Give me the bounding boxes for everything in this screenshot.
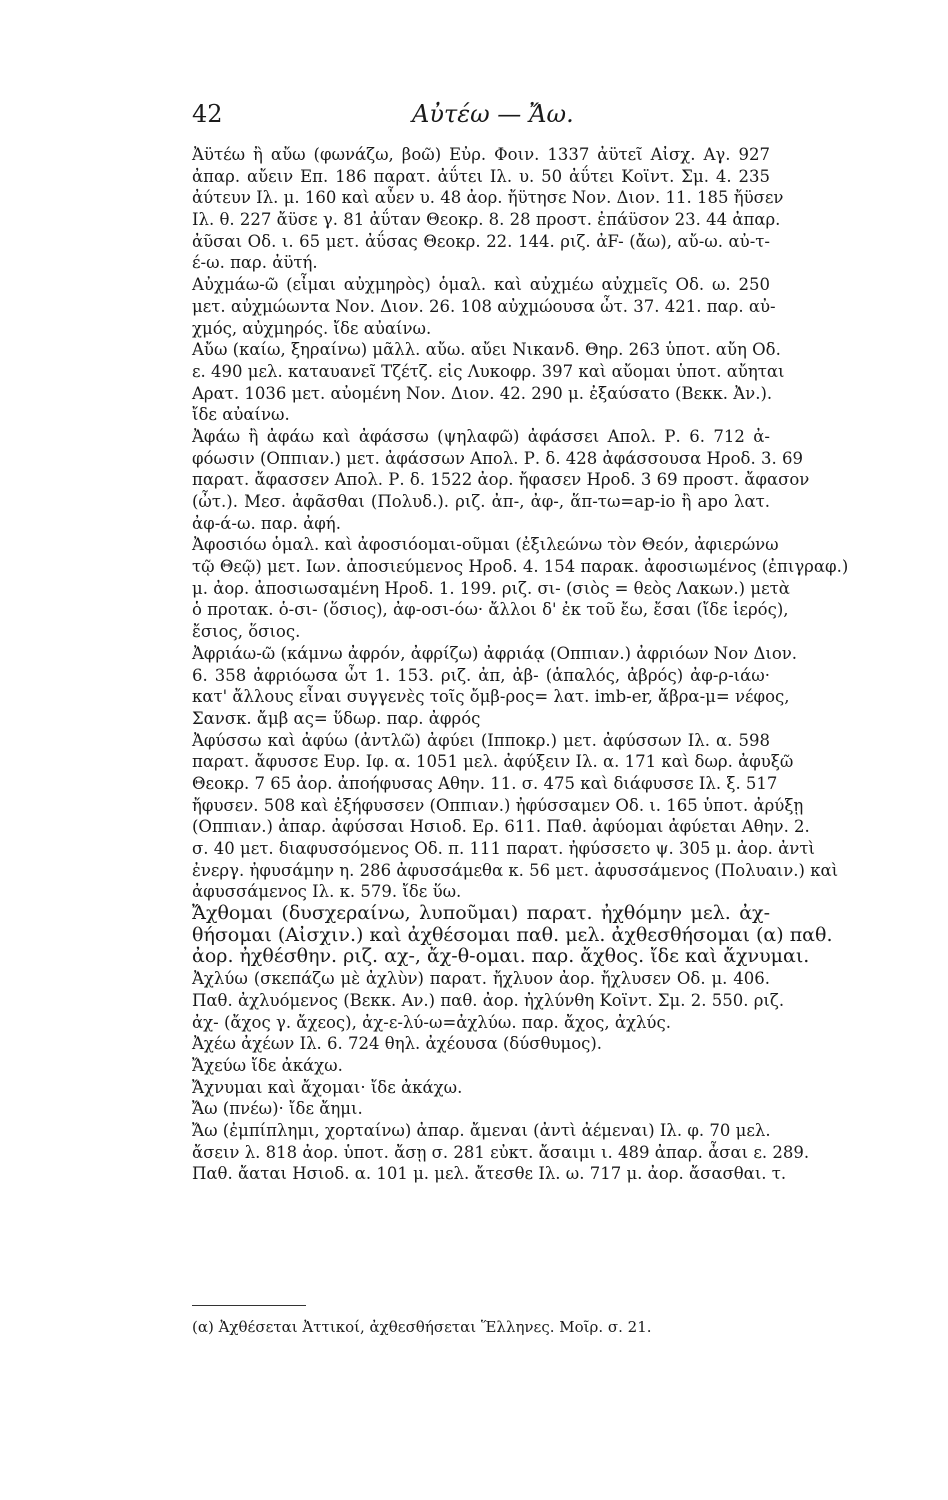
text-line: Ἄχεύω ἴδε ἀκάχω. <box>192 1055 343 1075</box>
text-line: θήσομαι (Αἰσχιν.) καὶ ἀχθέσομαι παθ. μελ. ἀχθεσθήσομαι (α) παθ. <box>192 923 833 946</box>
footnote: (α) Ἀχθέσεται Ἀττικοί, ἀχθεσθήσεται Ἕλληνες. Μοῖρ. σ. 21. <box>192 1318 652 1336</box>
page-header <box>192 100 752 140</box>
page-number: 42 <box>192 100 223 128</box>
text-line: ἀύτευν Ιλ. μ. 160 καὶ αὖεν υ. 48 ἀορ. ἤϋτησε Νον. Διον. 11. 185 ἤϋσεν <box>192 188 784 208</box>
text-line: έ-ω. παρ. ἀϋτή. <box>192 253 318 273</box>
text-line: Ἀφριάω-ῶ (κάμνω ἀφρόν, ἀφρίζω) ἀφριάᾳ (Οππιαν.) ἀφριόων Νον Διον. <box>192 643 798 663</box>
text-line: ἤφυσεν. 508 καὶ ἐξήφυσσεν (Οππιαν.) ἠφύσσαμεν Οδ. ι. 165 ὑποτ. ἀρύξῃ <box>192 795 804 815</box>
text-line: ἀπαρ. αὔειν Επ. 186 παρατ. ἀΰτει Ιλ. υ. 50 ἀΰτει Κοϊντ. Σμ. 4. 235 <box>192 166 770 186</box>
text-line: Ιλ. θ. 227 ἄϋσε γ. 81 ἀΰταν Θεοκρ. 8. 28 προστ. ἐπάϋσον 23. 44 ἀπαρ. <box>192 210 781 230</box>
text-line: ἔσιος, ὅσιος. <box>192 622 301 642</box>
text-line: ἀφυσσάμενος Ιλ. κ. 579. ἴδε ὕω. <box>192 882 462 902</box>
text-line: φόωσιν (Οππιαν.) μετ. ἀφάσσων Απολ. Ρ. δ. 428 ἀφάσσουσα Ηροδ. 3. 69 <box>192 448 803 468</box>
text-line: κατ' ἄλλους εἶναι συγγενὲς τοῖς ὄμβ-ρος= λατ. imb-er, ἄβρα-μ= νέφος, <box>192 687 790 707</box>
text-line: (ὦτ.). Μεσ. ἀφᾶσθαι (Πολυδ.). ριζ. ἀπ-, ἀφ-, ἅπ-τω=ap-io ἢ apo λατ. <box>192 492 770 511</box>
text-line: ἄσειν λ. 818 ἀορ. ὑποτ. ἄσῃ σ. 281 εὐκτ. ἄσαιμι ι. 489 ἀπαρ. ἆσαι ε. 289. <box>192 1142 810 1162</box>
text-line: Αὔω (καίω, ξηραίνω) μᾶλλ. αὔω. αὔει Νικανδ. Θηρ. 263 ὑποτ. αὔη Οδ. <box>192 340 781 360</box>
text-line: Ἀϋτέω ἢ αὔω (φωνάζω, βοῶ) Εὐρ. Φοιν. 1337 ἀϋτεῖ Αἰσχ. Αγ. 927 <box>192 145 770 164</box>
text-line: Ἀφύσσω καὶ ἀφύω (ἀντλῶ) ἀφύει (Ιπποκρ.) μετ. ἀφύσσων Ιλ. α. 598 <box>192 730 770 750</box>
text-line: σ. 40 μετ. διαφυσσόμενος Οδ. π. 111 παρατ. ἠφύσσετο ψ. 305 μ. ἀορ. ἀντὶ <box>192 839 815 858</box>
text-line: Ἀχέω ἀχέων Ιλ. 6. 724 θηλ. ἀχέουσα (δύσθυμος). <box>192 1034 603 1054</box>
text-line: τῷ Θεῷ) μετ. Ιων. ἀποσιεύμενος Ηροδ. 4. 154 παρακ. ἀφοσιωμένος (ἐπιγραφ.) <box>192 557 849 577</box>
entries-column <box>192 144 849 1185</box>
text-line: ἴδε αὐαίνω. <box>192 405 290 425</box>
running-head: Αὐτέω — Ἄω. <box>412 100 574 128</box>
text-line: Θεοκρ. 7 65 ἀορ. ἀποήφυσας Αθην. 11. σ. 475 καὶ διάφυσσε Ιλ. ξ. 517 <box>192 773 778 793</box>
text-line: παρατ. ἄφασσεν Απολ. Ρ. δ. 1522 ἀορ. ἤφασεν Ηροδ. 3 69 προστ. ἄφασον <box>192 470 810 490</box>
text-line: Ἄχθομαι (δυσχεραίνω, λυποῦμαι) παρατ. ἠχθόμην μελ. ἀχ- <box>192 902 770 925</box>
text-line: ἐνεργ. ἠφυσάμην η. 286 ἀφυσσάμεθα κ. 56 μετ. ἀφυσσάμενος (Πολυαιν.) καὶ <box>192 860 839 880</box>
text-line: ἀῦσαι Οδ. ι. 65 μετ. ἀΰσας Θεοκρ. 22. 144. ριζ. ἀF- (ἄω), αὔ-ω. αὐ-τ- <box>192 231 770 251</box>
text-line: ἀχ- (ἄχος γ. ἄχεος), ἀχ-ε-λύ-ω=ἀχλύω. παρ. ἄχος, ἀχλύς. <box>192 1012 671 1032</box>
text-line: ε. 490 μελ. καταυανεῖ Τζέτζ. εἰς Λυκοφρ. 397 καὶ αὔομαι ὑποτ. αὔηται <box>192 361 785 381</box>
text-line: παρατ. ἄφυσσε Ευρ. Ιφ. α. 1051 μελ. ἀφύξειν Ιλ. α. 171 καὶ δωρ. ἀφυξῶ <box>192 752 794 772</box>
text-line: μ. ἀορ. ἀποσιωσαμένη Ηροδ. 1. 199. ριζ. σι- (σιὸς = θεὸς Λακων.) μετὰ <box>192 578 790 598</box>
text-line: Σανσκ. ἄμβ ας= ὕδωρ. παρ. ἀφρός <box>192 708 481 728</box>
text-line: ὁ προτακ. ὁ-σι- (ὅσιος), ἀφ-οσι-όω· ἄλλοι δ' ἐκ τοῦ ἔω, ἔσαι (ἴδε ἱερός), <box>192 600 789 620</box>
text-line: ἀφ-ά-ω. παρ. ἀφή. <box>192 513 341 533</box>
text-line: Ἄω (ἐμπίπλημι, χορταίνω) ἀπαρ. ἄμεναι (ἀντὶ ἀέμεναι) Ιλ. φ. 70 μελ. <box>192 1120 771 1140</box>
text-line: Ἄχνυμαι καὶ ἄχομαι· ἴδε ἀκάχω. <box>192 1077 463 1097</box>
text-line: Αρατ. 1036 μετ. αὐομένη Νον. Διον. 42. 290 μ. ἐξαύσατο (Βεκκ. Ἀν.). <box>192 383 773 403</box>
text-line: χμός, αὐχμηρός. ἴδε αὐαίνω. <box>192 318 432 338</box>
text-line: 6. 358 ἀφριόωσα ὦτ 1. 153. ριζ. ἀπ, ἀβ- (ἁπαλός, ἀβρός) ἀφ-ρ-ιάω· <box>192 665 770 685</box>
text-line: Ἀχλύω (σκεπάζω μὲ ἀχλὺν) παρατ. ἤχλυον ἀορ. ἤχλυσεν Οδ. μ. 406. <box>192 969 770 989</box>
text-line: Ἀφάω ἢ ἀφάω καὶ ἀφάσσω (ψηλαφῶ) ἀφάσσει Απολ. Ρ. 6. 712 ἀ- <box>192 426 770 446</box>
text-line: Ἀφοσιόω ὁμαλ. καὶ ἀφοσιόομαι-οῦμαι (ἐξιλεώνω τὸν Θεόν, ἀφιερώνω <box>192 535 779 555</box>
footnote-rule <box>192 1305 306 1306</box>
text-line: Παθ. ἀχλυόμενος (Βεκκ. Αν.) παθ. ἀορ. ἠχλύνθη Κοϊντ. Σμ. 2. 550. ριζ. <box>192 990 785 1010</box>
text-line: Ἄω (πνέω)· ἴδε ἄημι. <box>192 1099 363 1119</box>
text-line: μετ. αὐχμώωντα Νον. Διον. 26. 108 αὐχμώουσα ὦτ. 37. 421. παρ. αὐ- <box>192 296 776 316</box>
text-line: Αὐχμάω-ῶ (εἶμαι αὐχμηρὸς) ὁμαλ. καὶ αὐχμέω αὐχμεῖς Οδ. ω. 250 <box>192 275 770 295</box>
text-line: Παθ. ἄαται Ησιοδ. α. 101 μ. μελ. ἄτεσθε Ιλ. ω. 717 μ. ἀορ. ἄσασθαι. τ. <box>192 1164 787 1184</box>
text-line: ἀορ. ἠχθέσθην. ριζ. αχ-, ἄχ-θ-ομαι. παρ. ἄχθος. ἴδε καὶ ἄχνυμαι. <box>192 945 810 968</box>
text-line: (Οππιαν.) ἀπαρ. ἀφύσσαι Ησιοδ. Ερ. 611. Παθ. ἀφύομαι ἀφύεται Αθην. 2. <box>192 817 810 837</box>
